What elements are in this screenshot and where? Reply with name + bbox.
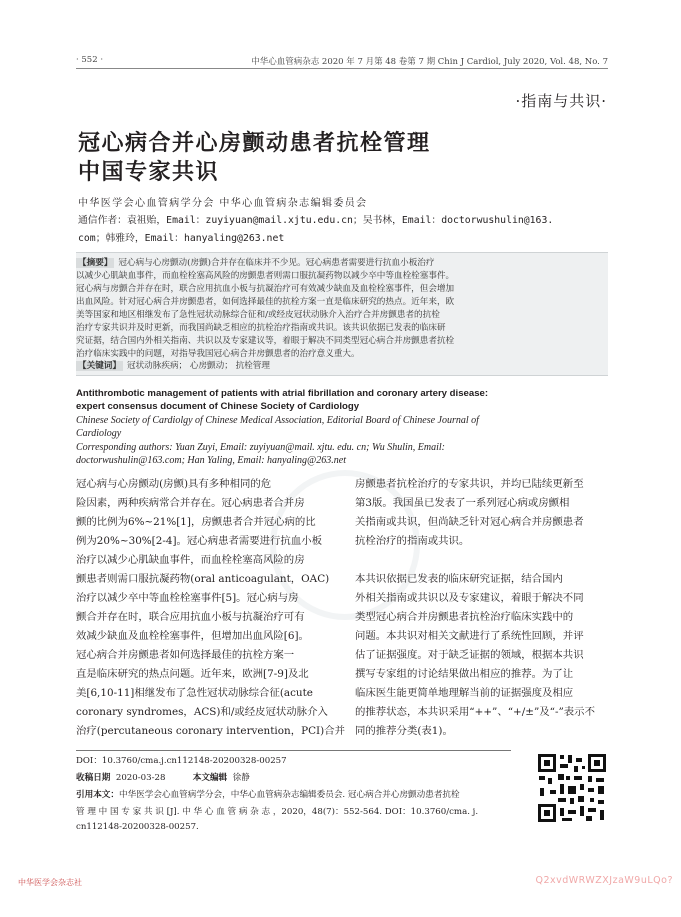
- body-left-line: 例为20%~30%[2-4]。冠心病患者需要进行抗血小板: [76, 535, 322, 547]
- abstract-text: 冠心病与心房颤动(房颤)合并存在临床并不少见。冠心病患者需要进行抗血小板治疗: [118, 258, 435, 268]
- abstract-line: 以减少心肌缺血事件，而血栓栓塞高风险的房颤患者则需口服抗凝药物以减少卒中等血栓栓塞事件。: [76, 271, 455, 281]
- journal-header: 中华心血管病杂志 2020 年 7 月第 48 卷第 7 期 Chin J Cardiol, July 2020, Vol. 48, No. 7: [251, 57, 608, 67]
- english-title-line-2: expert consensus document of Chinese Society of Cardiology: [76, 401, 360, 412]
- english-title-line-1: Antithrombotic management of patients with atrial fibrillation and coronary artery disease:: [76, 388, 489, 399]
- body-left-line: 冠心病与心房颤动(房颤)具有多种相同的危: [76, 478, 272, 490]
- abstract-line: 治疗专家共识并及时更新，而我国尚缺乏相应的抗栓治疗指南或共识。该共识依据已发表的临床研: [76, 323, 446, 333]
- english-corr-line-1: Corresponding authors: Yuan Zuyi, Email: zuyiyuan@mail. xjtu. edu. cn; Wu Shulin, Email:: [76, 442, 445, 453]
- received-line: [76, 771, 250, 783]
- body-left-line: 治疗(percutaneous coronary intervention，PCI)合并: [76, 725, 345, 737]
- body-right-line: 撰写专家组的讨论结果做出相应的推荐。为了让: [355, 668, 574, 680]
- body-left-line: 颤患者则需口服抗凝药物(oral anticoagulant，OAC): [76, 573, 330, 585]
- body-right-line: 本共识依据已发表的临床研究证据，结合国内: [355, 573, 563, 585]
- body-left-line: 颤的比例为6%~21%[1]，房颤患者合并冠心病的比: [76, 516, 316, 528]
- editor-name: 徐静: [232, 773, 250, 783]
- page-number: · 552 ·: [76, 55, 104, 65]
- received-label: 收稿日期: [76, 773, 111, 783]
- footer-rule: [76, 750, 511, 751]
- title-line-1: 冠心病合并心房颤动患者抗栓管理: [78, 130, 431, 156]
- body-right-line: 外相关指南或共识以及专家建议，着眼于解决不同: [355, 592, 584, 604]
- body-right-line: 第3版。我国虽已发表了一系列冠心病或房颤相: [355, 497, 570, 509]
- cite-label: 引用本文：: [76, 790, 119, 800]
- body-right-line: 房颤患者抗栓治疗的专家共识，并均已陆续更新至: [355, 478, 584, 490]
- body-left-line: 治疗以减少卒中等血栓栓塞事件[5]。冠心病与房: [76, 592, 299, 604]
- title-line-2: 中国专家共识: [78, 159, 220, 185]
- header-rule: [76, 68, 608, 69]
- keywords-label: 【关键词】: [78, 361, 121, 371]
- body-left-line: coronary syndromes，ACS)和/或经皮冠状动脉介入: [76, 706, 328, 718]
- doi: DOI：10.3760/cma.j.cn112148-20200328-00257: [76, 756, 287, 766]
- keywords-line: [76, 360, 270, 372]
- cite-text: 中华医学会心血管病学分会，中华心血管病杂志编辑委员会. 冠心病合并心房颤动患者抗栓: [118, 790, 460, 800]
- bottom-code: Q2xvdWRWZXJzaW9uLQo?: [535, 875, 673, 886]
- corresponding-cn-line-2: com；韩雅玲，Email：hanyaling@263.net: [78, 233, 285, 244]
- body-right-line: 临床医生能更简单地理解当前的证据强度及相应: [355, 687, 574, 699]
- cite-line-1: [76, 788, 460, 800]
- publisher-logo: 中华医学会杂志社: [18, 878, 82, 887]
- authors-cn: 中华医学会心血管病学分会 中华心血管病杂志编辑委员会: [78, 198, 368, 209]
- abstract-line: 究证据，结合国内外相关指南、共识以及专家建议等，着眼于解决不同类型冠心病合并房颤患者抗栓: [76, 336, 455, 346]
- body-left-line: 冠心病合并房颤患者如何选择最佳的抗栓方案一: [76, 649, 295, 661]
- abstract-label: 【摘要】: [78, 258, 113, 268]
- abstract-line: 美等国家和地区相继发布了急性冠状动脉综合征和/或经皮冠状动脉介入治疗合并房颤患者的抗栓: [76, 310, 440, 320]
- body-left-line: 直是临床研究的热点问题。近年来，欧洲[7-9]及北: [76, 668, 309, 680]
- section-tag: ·指南与共识·: [515, 92, 607, 110]
- editor-label: 本文编辑: [192, 773, 228, 783]
- body-right-line: 关指南或共识，但尚缺乏针对冠心病合并房颤患者: [355, 516, 584, 528]
- english-org-line-1: Chinese Society of Cardiolgy of Chinese Medical Association, Editorial Board of Chinese Journal of: [76, 415, 479, 426]
- english-corr-line-2: doctorwushulin@163.com; Han Yaling, Email: hanyaling@263.net: [76, 455, 346, 466]
- abstract-line: 治疗临床实践中的问题，对指导我国冠心病合并房颤患者的治疗意义重大。: [76, 349, 360, 359]
- body-left-line: 险因素，两种疾病常合并存在。冠心病患者合并房: [76, 497, 305, 509]
- body-right-line: 的推荐状态，本共识采用“++”、“+/±”及“-”表示不: [355, 706, 595, 718]
- body-right-line: 类型冠心病合并房颤患者抗栓治疗临床实践中的: [355, 611, 574, 623]
- body-left-line: 效减少缺血及血栓栓塞事件，但增加出血风险[6]。: [76, 630, 309, 642]
- body-left-line: 治疗以减少心肌缺血事件，而血栓栓塞高风险的房: [76, 554, 305, 566]
- body-right-line: 同的推荐分类(表1)。: [355, 725, 453, 737]
- corresponding-cn-line-1: 通信作者：袁祖贻，Email：zuyiyuan@mail.xjtu.edu.cn；吴书林，Email：doctorwushulin@163.: [78, 215, 554, 226]
- body-right-line: 估了证据强度。对于缺乏证据的领域，根据本共识: [355, 649, 584, 661]
- body-right-line: 问题。本共识对相关文献进行了系统性回顾，并评: [355, 630, 584, 642]
- keywords: 冠状动脉疾病； 心房颤动； 抗栓管理: [126, 361, 270, 371]
- cite-line-3: cn112148-20200328-00257.: [76, 822, 199, 832]
- cite-line-2: 管 理 中 国 专 家 共 识 [J]. 中 华 心 血 管 病 杂 志 ，2020，48(7)：552-564. DOI：10.3760/cma. j.: [76, 807, 479, 817]
- body-right-line: 抗栓治疗的指南或共识。: [355, 535, 470, 547]
- qr-code-icon[interactable]: [536, 752, 608, 824]
- abstract-line: [76, 257, 434, 269]
- body-left-line: 美[6,10-11]相继发布了急性冠状动脉综合征(acute: [76, 687, 313, 699]
- abstract-line: 冠心病与房颤合并存在时，联合应用抗血小板与抗凝治疗可有效减少缺血及血栓栓塞事件，但会增加: [76, 284, 455, 294]
- english-org-line-2: Cardiology: [76, 428, 122, 439]
- body-left-line: 颤合并存在时，联合应用抗血小板与抗凝治疗可有: [76, 611, 305, 623]
- abstract-line: 出血风险。针对冠心病合并房颤患者，如何选择最佳的抗栓方案一直是临床研究的热点。近年来，欧: [76, 297, 455, 307]
- received-date: 2020-03-28: [115, 773, 166, 783]
